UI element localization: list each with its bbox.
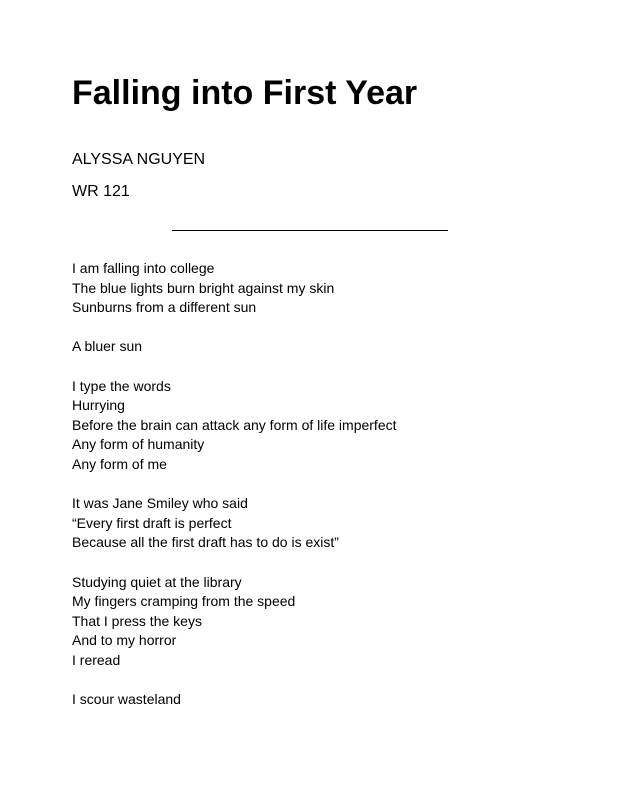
poem-body <box>72 259 592 729</box>
poem-line: Before the brain can attack any form of life imperfect <box>72 416 397 433</box>
poem-line: That I press the keys <box>72 612 202 629</box>
poem-line: Any form of me <box>72 455 167 472</box>
poem-line: And to my horror <box>72 632 177 649</box>
stanza <box>72 494 592 553</box>
poem-line: I reread <box>72 651 121 668</box>
poem-line: It was Jane Smiley who said <box>72 495 248 512</box>
poem-line: Sunburns from a different sun <box>72 299 257 316</box>
poem-line: Studying quiet at the library <box>72 573 242 590</box>
stanza <box>72 337 592 357</box>
poem-line: I type the words <box>72 377 171 394</box>
poem-line: Because all the first draft has to do is exist” <box>72 534 339 551</box>
poem-title: Falling into First Year <box>72 74 418 112</box>
poem-line: A bluer sun <box>72 338 143 355</box>
poem-line: Hurrying <box>72 397 125 414</box>
stanza <box>72 259 592 318</box>
stanza <box>72 377 592 475</box>
poem-line: Any form of humanity <box>72 436 205 453</box>
stanza <box>72 573 592 671</box>
author-name: ALYSSA NGUYEN <box>72 151 206 168</box>
poem-line: I am falling into college <box>72 260 215 276</box>
poem-line: I scour wasteland <box>72 691 181 708</box>
course-code: WR 121 <box>72 183 130 200</box>
divider-line <box>172 230 448 231</box>
stanza <box>72 690 592 710</box>
poem-line: The blue lights burn bright against my skin <box>72 279 335 296</box>
poem-line: My fingers cramping from the speed <box>72 593 296 610</box>
poem-line: “Every first draft is perfect <box>72 514 232 531</box>
